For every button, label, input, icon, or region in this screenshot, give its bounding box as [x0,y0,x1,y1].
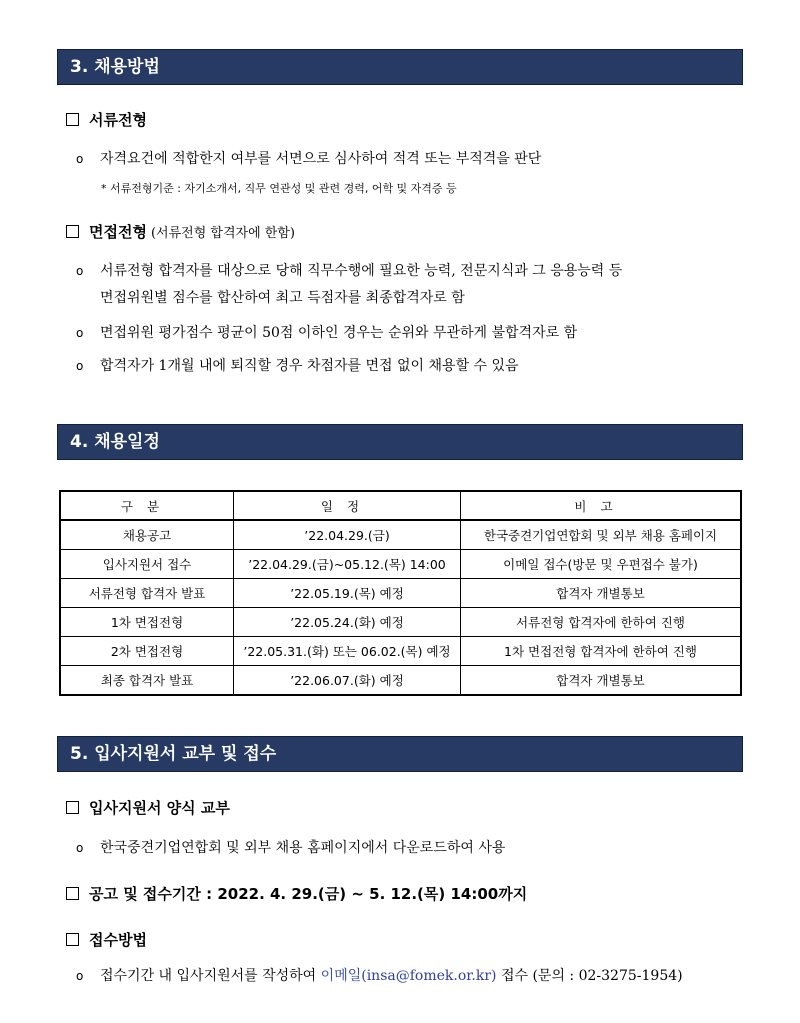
email-link[interactable]: 이메일(insa@fomek.or.kr) [320,968,497,984]
cell-remarks: 합격자 개별통보 [461,666,742,696]
table-header-row [60,491,741,520]
schedule-table [59,490,742,696]
method-heading: 접수방법 [66,929,147,950]
cell-category: 1차 면접전형 [60,608,234,637]
cell-category: 2차 면접전형 [60,637,234,666]
circle-bullet-icon: o [76,152,84,166]
cell-category: 채용공고 [60,520,234,550]
circle-bullet-icon: o [76,841,84,855]
section-4-title: 4. 채용일정 [57,424,743,460]
circle-bullet-icon: o [76,359,84,373]
cell-schedule: ’22.05.24.(화) 예정 [234,608,461,637]
screening-heading: 서류전형 [66,109,147,130]
checkbox-icon [66,887,79,900]
circle-bullet-icon: o [76,969,84,983]
interview-bullet-1: o 서류전형 합격자를 대상으로 당해 직무수행에 필요한 능력, 전문지식과 그 응용능력 등 면접위원별 점수를 합산하여 최고 득점자를 최종합격자로 함 [76,258,746,312]
screening-footnote: * 서류전형기준 : 자기소개서, 직무 연관성 및 관련 경력, 어학 및 자격증 등 [101,182,457,195]
table-row [60,637,741,666]
cell-remarks: 서류전형 합격자에 한하여 진행 [461,608,742,637]
checkbox-icon [66,225,79,238]
section-5-title: 5. 입사지원서 교부 및 접수 [57,736,743,772]
cell-schedule: ’22.04.29.(금)~05.12.(목) 14:00 [234,550,461,579]
section-3-title: 3. 채용방법 [57,49,743,85]
cell-category: 최종 합격자 발표 [60,666,234,696]
table-row [60,550,741,579]
form-bullet: o 한국중견기업연합회 및 외부 채용 홈페이지에서 다운로드하여 사용 [76,835,746,862]
period-heading: 공고 및 접수기간 : 2022. 4. 29.(금) ~ 5. 12.(목) 14:00까지 [66,883,527,904]
table-row [60,520,741,550]
cell-category: 입사지원서 접수 [60,550,234,579]
cell-remarks: 1차 면접전형 합격자에 한하여 진행 [461,637,742,666]
form-heading: 입사지원서 양식 교부 [66,797,230,818]
table-row [60,608,741,637]
table-row [60,579,741,608]
cell-category: 서류전형 합격자 발표 [60,579,234,608]
table-row [60,666,741,696]
header-schedule: 일정 [234,491,461,520]
cell-schedule: ’22.06.07.(화) 예정 [234,666,461,696]
checkbox-icon [66,933,79,946]
header-category: 구분 [60,491,234,520]
checkbox-icon [66,113,79,126]
method-bullet: o 접수기간 내 입사지원서를 작성하여 이메일(insa@fomek.or.kr) 접수 (문의 : 02-3275-1954) [76,963,746,990]
cell-schedule: ’22.04.29.(금) [234,520,461,550]
cell-schedule: ’22.05.31.(화) 또는 06.02.(목) 예정 [234,637,461,666]
circle-bullet-icon: o [76,326,84,340]
cell-remarks: 한국중견기업연합회 및 외부 채용 홈페이지 [461,520,742,550]
header-remarks: 비고 [461,491,742,520]
cell-schedule: ’22.05.19.(목) 예정 [234,579,461,608]
screening-bullet: o 자격요건에 적합한지 여부를 서면으로 심사하여 적격 또는 부적격을 판단 [76,146,746,173]
interview-heading: 면접전형 (서류전형 합격자에 한함) [66,221,295,242]
cell-remarks: 이메일 접수(방문 및 우편접수 불가) [461,550,742,579]
interview-bullet-2: o 면접위원 평가점수 평균이 50점 이하인 경우는 순위와 무관하게 불합격자로 함 [76,320,746,347]
cell-remarks: 합격자 개별통보 [461,579,742,608]
interview-bullet-3: o 합격자가 1개월 내에 퇴직할 경우 차점자를 면접 없이 채용할 수 있음 [76,353,746,380]
checkbox-icon [66,801,79,814]
circle-bullet-icon: o [76,264,84,278]
